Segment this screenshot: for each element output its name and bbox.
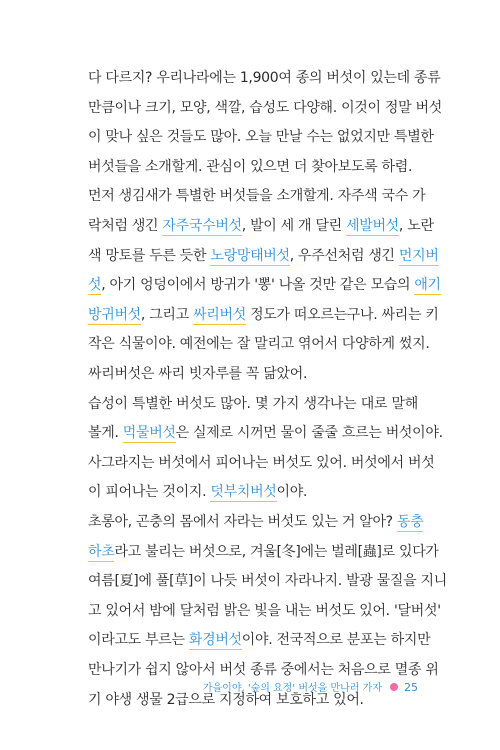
text-line — [88, 364, 418, 384]
text-run: 습성이 특별한 버섯도 많아. 몇 가지 생각나는 대로 말해 — [88, 395, 418, 412]
text-line — [88, 660, 439, 680]
highlighted-term: 하초 — [88, 543, 115, 560]
text-run: 라고 불리는 버섯으로, 겨울[冬]에는 벌레[蟲]로 있다가 — [114, 543, 439, 560]
highlighted-term: 애기 — [414, 277, 441, 294]
highlighted-term: 섯 — [88, 277, 102, 294]
text-line — [88, 157, 418, 177]
text-run: , 아기 엉덩이에서 방귀가 '뽕' 나올 것만 같은 모습의 — [101, 277, 415, 294]
text-run: , 노란 — [398, 218, 434, 234]
text-line — [88, 305, 439, 325]
highlighted-term: 노랑망태버섯 — [210, 247, 290, 264]
text-run: 만나기가 쉽지 않아서 버섯 종류 중에서는 처음으로 멸종 위 — [88, 662, 439, 678]
text-run: 락처럼 생긴 — [88, 218, 163, 234]
text-run: 초롱아, 곤충의 몸에서 자라는 버섯도 있는 거 알아? — [88, 514, 397, 530]
highlighted-term: 방귀버섯 — [88, 306, 141, 323]
text-line — [88, 601, 441, 621]
text-line — [88, 127, 434, 147]
running-title: 가을이야, '숲의 요정' 버섯을 만나러 가자 — [202, 683, 382, 694]
highlighted-term: 싸리버섯 — [193, 306, 246, 323]
text-line — [88, 246, 439, 266]
text-run: 볼게. — [88, 425, 123, 442]
bullet-dot-icon — [390, 683, 398, 691]
text-run: 여름[夏]에 풀[草]이 나듯 버섯이 자라나지. 발광 물질을 지니 — [88, 573, 447, 590]
text-run: 은 실제로 시꺼먼 물이 줄줄 흐르는 버섯이야. — [175, 425, 443, 442]
text-run: 만큼이나 크기, 모양, 색깔, 습성도 다양해. 이것이 정말 버섯 — [88, 99, 442, 116]
text-run: 이 피어나는 것이지. — [88, 484, 211, 501]
text-run: 고 있어서 밤에 달처럼 밝은 빛을 내는 버섯도 있어. '달버섯' — [88, 602, 441, 619]
text-run: 색 망토를 두른 듯한 — [88, 247, 211, 264]
highlighted-term: 자주국수버섯 — [162, 218, 242, 234]
text-line — [88, 571, 447, 591]
highlighted-term: 세발버섯 — [346, 218, 399, 234]
text-run: 작은 식물이야. 예전에는 잘 말리고 엮어서 다양하게 썼지. — [88, 336, 430, 353]
highlighted-term: 먹물버섯 — [122, 425, 176, 442]
text-line — [88, 542, 439, 562]
text-line — [88, 453, 435, 473]
text-line — [88, 98, 442, 118]
text-line — [88, 334, 430, 354]
text-run: 이 맞나 싶은 것들도 많아. 오늘 만날 수는 없었지만 특별한 — [88, 129, 434, 146]
text-run: 기 야생 생물 2급으로 지정하여 보호하고 있어. — [88, 691, 364, 708]
text-run: 사그라지는 버섯에서 피어나는 버섯도 있어. 버섯에서 버섯 — [88, 454, 435, 471]
text-line — [88, 275, 441, 295]
text-run: , 발이 세 개 달린 — [241, 218, 347, 234]
text-line — [88, 186, 426, 206]
text-line — [88, 216, 434, 236]
text-run: 이라고도 부르는 — [88, 632, 189, 649]
highlighted-term: 덧부치버섯 — [210, 484, 277, 501]
highlighted-term: 먼지버 — [398, 247, 439, 264]
text-line — [88, 482, 418, 502]
text-line — [88, 512, 424, 532]
text-line — [88, 630, 431, 650]
page-number: 25 — [404, 681, 418, 694]
text-run: 먼저 생김새가 특별한 버섯들을 소개할게. 자주색 국수 가 — [88, 188, 426, 205]
text-run: , 그리고 — [140, 306, 194, 323]
text-run: 싸리버섯은 싸리 빗자루를 꼭 닮았어. — [88, 366, 308, 382]
text-line — [88, 423, 443, 443]
highlighted-term: 동충 — [396, 514, 424, 530]
text-run: 이야. 전국적으로 분포는 하지만 — [241, 632, 431, 649]
page-footer — [0, 680, 418, 696]
text-run: 정도가 떠오르는구나. 싸리는 키 — [245, 306, 439, 323]
text-run: 버섯들을 소개할게. 관심이 있으면 더 찾아보도록 하렴. — [88, 158, 413, 175]
text-run: 다 다르지? 우리나라에는 1,900여 종의 버섯이 있는데 종류 — [88, 70, 441, 86]
text-run: , 우주선처럼 생긴 — [289, 247, 399, 264]
highlighted-term: 화경버섯 — [188, 632, 242, 649]
text-line — [88, 394, 418, 414]
text-line — [88, 68, 441, 88]
text-run: 이야. — [276, 484, 308, 501]
